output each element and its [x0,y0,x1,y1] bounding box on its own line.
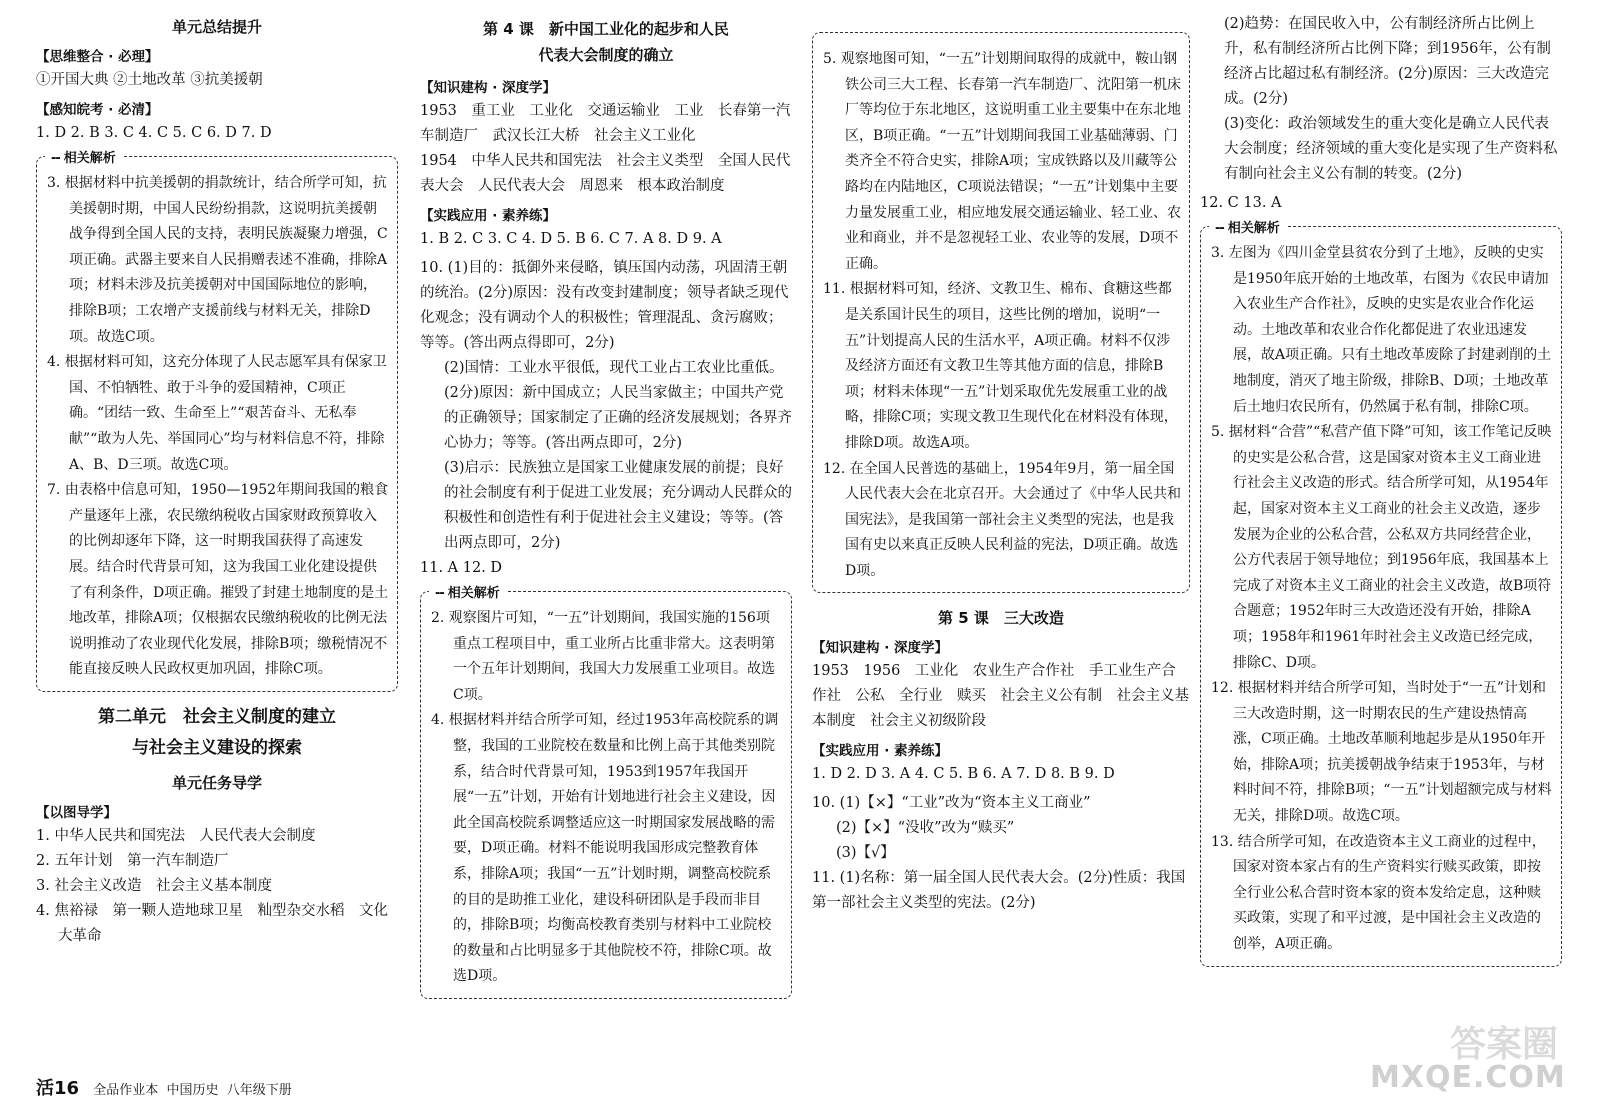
knowledge-label: 【知识建构 · 深度学】 [812,640,949,657]
analysis-item: 7. 由表格中信息可知，1950—1952年期间我国的粮食产量逐年上涨，农民缴纳税收占国家财政预算收入的比例却逐年下降，这一时期我国获得了高速发展。结合时代背景可知，这为我国工业化建设提供了有利条件，D项正确。摧毁了封建土地制度的是土地改革，排除A项；仅根据农民缴纳税收的比例无法说明推动了农业现代化发展，排除B项；缴税情况不能直接反映人民政权更加巩固，排除C项。 [47,482,389,678]
unit-title-cont: 与社会主义建设的探索 [132,737,302,758]
subject-name: 中国历史 [166,1083,219,1098]
answer-line: 1. D 2. B 3. C 4. C 5. C 6. D 7. D [36,125,272,141]
analysis-box [420,586,792,999]
answer-line: 1. D 2. D 3. A 4. C 5. B 6. A 7. D 8. B 9. D [812,766,1115,783]
book-name: 全品作业本 [93,1083,159,1098]
practice-label: 【实践应用 · 素养练】 [420,208,557,224]
question-11: 11. (1)名称：第一届全国人民代表大会。(2分)性质：我国第一部社会主义类型的宪法。(2分) [812,870,1186,912]
watermark-logo: 答案圈 [1450,1024,1559,1065]
analysis-item: 5. 据材料“合营”“私营产值下降”可知，该工作笔记反映的史实是公私合营，这是国家对资本主义工商业进行社会主义改造的形式。结合所学可知，从1954年起，国家对资本主义工商业的社会主义改造，逐步发展为企业的公私合营，公私双方共同经营企业，公方代表居于领导地位；到1956年底，我国基本上完成了对资本主义工商业的社会主义改造，故B项符合题意；1952年时三大改造还没有开始，排除A项；1958年和1961年时社会主义改造已经完成，排除C、D项。 [1211,424,1552,671]
practice-label: 【实践应用 · 素养练】 [812,743,949,760]
analysis-box [1200,221,1562,967]
grade-name: 八年级下册 [226,1083,292,1098]
thinking-label: 【思维整合 · 必理】 [36,49,159,65]
analysis-item: 12. 在全国人民普选的基础上，1954年9月，第一届全国人民代表大会在北京召开。大会通过了《中华人民共和国宪法》，是我国第一部社会主义类型的宪法，也是我国有史以来真正反映人民利益的宪法，D项正确。故选D项。 [823,460,1181,579]
analysis-box [36,151,398,692]
analysis-label: -- 相关解析 [429,582,506,601]
answer-line: 1. B 2. C 3. C 4. D 5. B 6. C 7. A 8. D 9. A [420,231,722,247]
answer-line-2: 11. A 12. D [420,560,503,576]
lesson-title-cont: 代表大会制度的确立 [538,46,674,64]
answer-part-3: (3)变化：政治领域发生的重大变化是确立人民代表大会制度；经济领域的重大变化是实现了生产资料私有制向社会主义公有制的转变。(2分) [1224,116,1558,182]
analysis-item: 4. 根据材料可知，这充分体现了人民志愿军具有保家卫国、不怕牺牲、敢于斗争的爱国精神，C项正确。“团结一致、生命至上”“艰苦奋斗、无私奉献”“敢为人先、举国同心”均与材料信息不符，排除A、B、D三项。故选C项。 [47,354,387,473]
unit-summary-title: 单元总结提升 [171,18,262,36]
guide-item: 3. 社会主义改造 社会主义基本制度 [36,877,272,894]
column-2 [420,12,792,1009]
column-4 [1200,12,1562,977]
analysis-box [812,32,1190,593]
analysis-label: -- 相关解析 [1209,217,1286,236]
answer-line: 12. C 13. A [1200,195,1282,211]
analysis-item: 11. 根据材料可知，经济、文教卫生、棉布、食糖这些都是关系国计民生的项目，这些比例的增加，说明“一五”计划提高人民的生活水平，A项正确。材料不仅涉及经济方面还有文教卫生等其他方面的信息，排除B项；材料未体现“一五”计划采取优先发展重工业的战略，排除C项；实现文教卫生现代化在材料没有体现，排除D项。故选A项。 [823,281,1178,451]
knowledge-line: 1954 中华人民共和国宪法 社会主义类型 全国人民代表大会 人民代表大会 周恩来 根本政治制度 [420,153,791,194]
question-10-part-3: (3)启示：民族独立是国家工业健康发展的前提；良好的社会制度有利于促进工业发展；充分调动人民群众的积极性和创造性有利于促进社会主义建设；等等。(答出两点即可，2分) [444,460,792,551]
analysis-item: 4. 根据材料并结合所学可知，经过1953年高校院系的调整，我国的工业院校在数量和比例上高于其他类别院系，结合时代背景可知，1953到1957年我国开展“一五”计划，开始有计划地进行社会主义建设，因此全国高校院系调整适应这一时期国家发展战略的需要，D项正确。材料不能说明我国形成完整教育体系，排除A项；我国“一五”计划时期，调整高校院系的目的是助推工业化，建设科研团队是手段而非目的，排除B项；均衡高校教育类别与材料中工业院校的数量和占比明显多于其他院校不符，排除C项。故选D项。 [431,712,779,985]
column-3 [812,12,1190,916]
knowledge-label: 【知识建构 · 深度学】 [420,80,557,96]
thinking-items: ①开国大典 ②土地改革 ③抗美援朝 [36,72,263,88]
knowledge-line: 1953 1956 工业化 农业生产合作社 手工业生产合作社 公私 全行业 赎买 社会主义公有制 社会主义基本制度 社会主义初级阶段 [812,663,1189,730]
analysis-item: 13. 结合所学可知，在改造资本主义工商业的过程中，国家对资本家占有的生产资料实行赎买政策，即按全行业公私合营时资本家的资本发给定息，这种赎买政策，实现了和平过渡，是中国社会主义改造的创举，A项正确。 [1211,833,1546,953]
page-footer [36,1074,292,1100]
guide-item: 2. 五年计划 第一汽车制造厂 [36,852,229,869]
analysis-item: 12. 根据材料并结合所学可知，当时处于“一五”计划和三大改造时期，这一时期农民的生产建设热情高涨，C项正确。土地改革顺利地起步是从1950年开始，排除A项；抗美援朝战争结束于1953年，与材料时间不符，排除B项；“一五”计划超额完成与材料无关，排除D项。故选C项。 [1211,680,1552,825]
analysis-item: 3. 根据材料中抗美援朝的捐款统计，结合所学可知，抗美援朝时期，中国人民纷纷捐款，这说明抗美援朝战争得到全国人民的支持，表明民族凝聚力增强，C项正确。武器主要来自人民捐赠表述不准确，排除A项；材料未涉及抗美援朝对中国国际地位的影响，排除B项；工农增产支援前线与材料无关，排除D项。故选C项。 [47,175,388,345]
lesson-title: 第 4 课 新中国工业化的起步和人民 [483,20,729,38]
analysis-item: 2. 观察图片可知，“一五”计划期间，我国实施的156项重点工程项目中，重工业所占比重非常大。这表明第一个五年计划期间，我国大力发展重工业项目。故选C项。 [431,610,775,703]
column-1 [36,12,398,950]
knowledge-line: 1953 重工业 工业化 交通运输业 工业 长春第一汽车制造厂 武汉长江大桥 社会主义工业化 [420,103,791,144]
guide-item: 4. 焦裕禄 第一颗人造地球卫星 籼型杂交水稻 文化大革命 [36,902,388,945]
guide-item: 1. 中华人民共和国宪法 人民代表大会制度 [36,827,316,844]
question-10-part-1: 10. (1)【×】“工业”改为“资本主义工商业” [812,795,1091,812]
lesson-title: 第 5 课 三大改造 [938,609,1064,628]
question-10-part-1: 10. (1)目的：抵御外来侵略，镇压国内动荡，巩固清王朝的统治。(2分)原因：没有改变封建制度；领导者缺乏现代化观念；没有调动个人的积极性；管理混乱、贪污腐败；等等。(答出两点得即可，2分) [420,260,789,351]
page-number: 活16 [36,1078,80,1099]
watermark: MXQE.COM [1370,1060,1566,1095]
analysis-label: -- 相关解析 [45,147,122,166]
question-10-part-2: (2)国情：工业水平很低，现代工业占工农业比重低。(2分)原因：新中国成立；人民当家做主；中国共产党的正确领导；国家制定了正确的经济发展规划；各界齐心协力；等等。(答出两点即可，2分) [444,360,792,451]
question-10-part-2: (2)【×】“没收”改为“赎买” [836,820,1015,837]
question-10-part-3: (3)【√】 [836,845,895,862]
task-title: 单元任务导学 [171,773,262,792]
analysis-item: 5. 观察地图可知，“一五”计划期间取得的成就中，鞍山钢铁公司三大工程、长春第一汽车制造厂、沈阳第一机床厂等均位于东北地区，这说明重工业主要集中在东北地区，B项正确。“一五”计划期间我国工业基础薄弱、门类齐全不符合史实，排除A项；宝成铁路以及川藏等公路均在内陆地区，C项说法错误；“一五”计划集中主要力量发展重工业，相应地发展交通运输业、轻工业、农业和商业，并不是忽视轻工业、农业等的发展，D项不正确。 [823,51,1181,272]
reflection-label: 【感知皖考 · 必清】 [36,102,159,118]
unit-title: 第二单元 社会主义制度的建立 [98,706,336,727]
guide-label: 【以图导学】 [36,804,117,821]
answer-part-2: (2)趋势：在国民收入中，公有制经济所占比例上升，私有制经济所占比例下降；到1956年，公有制经济占比超过私有制经济。(2分)原因：三大改造完成。(2分) [1224,16,1551,107]
analysis-item: 3. 左图为《四川金堂县贫农分到了土地》，反映的史实是1950年底开始的土地改革，右图为《农民申请加入农业生产合作社》，反映的史实是农业合作化运动。土地改革和农业合作化都促进了农业迅速发展，故A项正确。只有土地改革废除了封建剥削的土地制度，消灭了地主阶级，排除B、D项；土地改革后土地归农民所有，仍然属于私有制，排除C项。 [1211,245,1552,415]
